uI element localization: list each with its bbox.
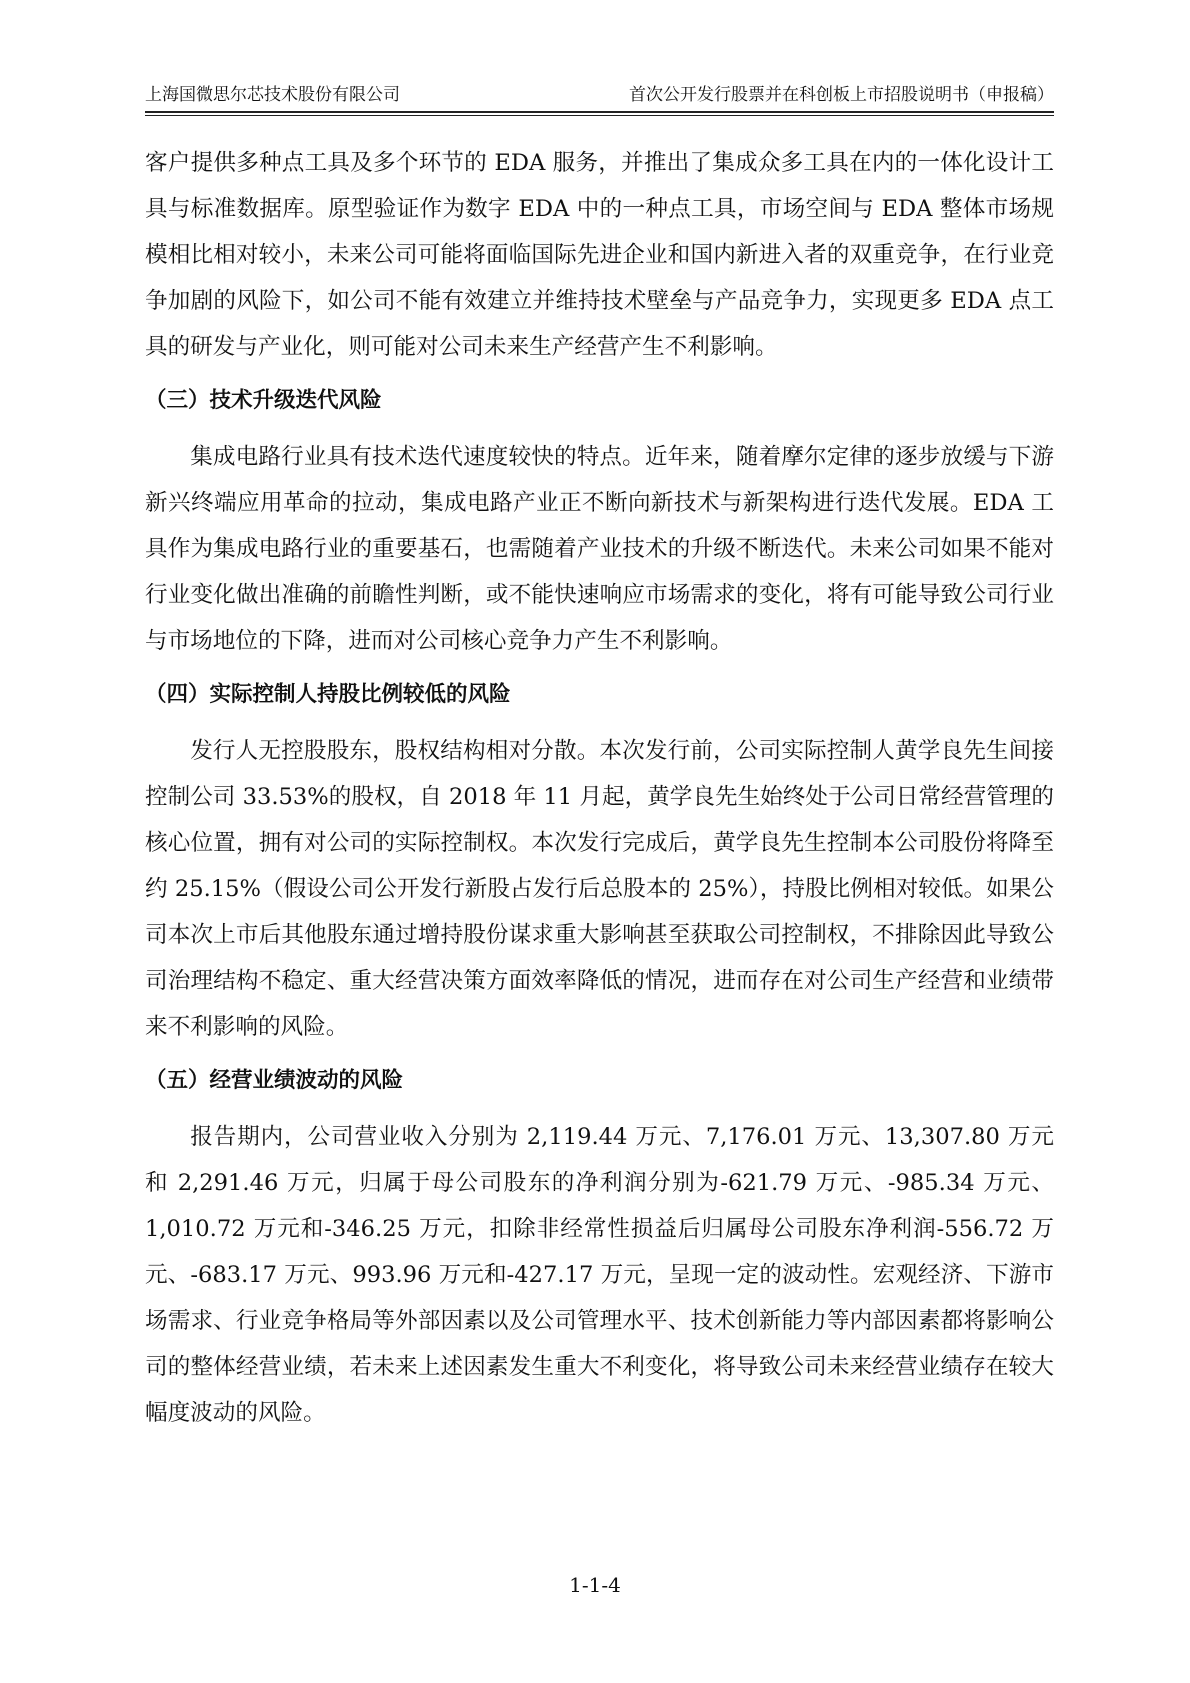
section-heading-controller-shareholding-risk: （四）实际控制人持股比例较低的风险 xyxy=(145,682,511,707)
paragraph-tech-upgrade-risk: 集成电路行业具有技术迭代速度较快的特点。近年来，随着摩尔定律的逐步放缓与下游新兴终端应用革命的拉动，集成电路产业正不断向新技术与新架构进行迭代发展。EDA 工具作为集成电路行业的重要基石，也需随着产业技术的升级不断迭代。未来公司如果不能对行业变化做出准确的前瞻性判断，或不能快速响应市场需求的变化，将有可能导致公司行业与市场地位的下降，进而对公司核心竞争力产生不利影响。 xyxy=(145,444,1054,654)
header-rule-thick xyxy=(145,111,1054,113)
paragraph-performance-volatility-risk: 报告期内，公司营业收入分别为 2,119.44 万元、7,176.01 万元、13,307.80 万元和 2,291.46 万元，归属于母公司股东的净利润分别为-621.79 万元、-985.34 万元、1,010.72 万元和-346.25 万元，扣除非经常性损益后归属母公司股东净利润-556.72 万元、-683.17 万元、993.96 万元和-427.17 万元，呈现一定的波动性。宏观经济、下游市场需求、行业竞争格局等外部因素以及公司管理水平、技术创新能力等内部因素都将影响公司的整体经营业绩，若未来上述因素发生重大不利变化，将导致公司未来经营业绩存在较大幅度波动的风险。 xyxy=(145,1124,1054,1426)
header-rule-thin xyxy=(145,115,1054,116)
page-header xyxy=(145,82,1054,108)
header-company-name: 上海国微思尔芯技术股份有限公司 xyxy=(145,85,400,105)
header-document-title: 首次公开发行股票并在科创板上市招股说明书（申报稿） xyxy=(629,85,1054,105)
paragraph-controller-shareholding-risk: 发行人无控股股东，股权结构相对分散。本次发行前，公司实际控制人黄学良先生间接控制公司 33.53%的股权，自 2018 年 11 月起，黄学良先生始终处于公司日常经营管理的核心位置，拥有对公司的实际控制权。本次发行完成后，黄学良先生控制本公司股份将降至约 25.15%（假设公司公开发行新股占发行后总股本的 25%），持股比例相对较低。如果公司本次上市后其他股东通过增持股份谋求重大影响甚至获取公司控制权，不排除因此导致公司治理结构不稳定、重大经营决策方面效率降低的情况，进而存在对公司生产经营和业绩带来不利影响的风险。 xyxy=(145,738,1054,1040)
section-heading-tech-upgrade-risk: （三）技术升级迭代风险 xyxy=(145,388,382,413)
paragraph-continued: 客户提供多种点工具及多个环节的 EDA 服务，并推出了集成众多工具在内的一体化设计工具与标准数据库。原型验证作为数字 EDA 中的一种点工具，市场空间与 EDA 整体市场规模相比相对较小，未来公司可能将面临国际先进企业和国内新进入者的双重竞争，在行业竞争加剧的风险下，如公司不能有效建立并维持技术壁垒与产品竞争力，实现更多 EDA 点工具的研发与产业化，则可能对公司未来生产经营产生不利影响。 xyxy=(145,150,1054,360)
document-body xyxy=(145,140,1054,1436)
page-number: 1-1-4 xyxy=(569,1573,621,1597)
section-heading-performance-volatility-risk: （五）经营业绩波动的风险 xyxy=(145,1068,404,1093)
